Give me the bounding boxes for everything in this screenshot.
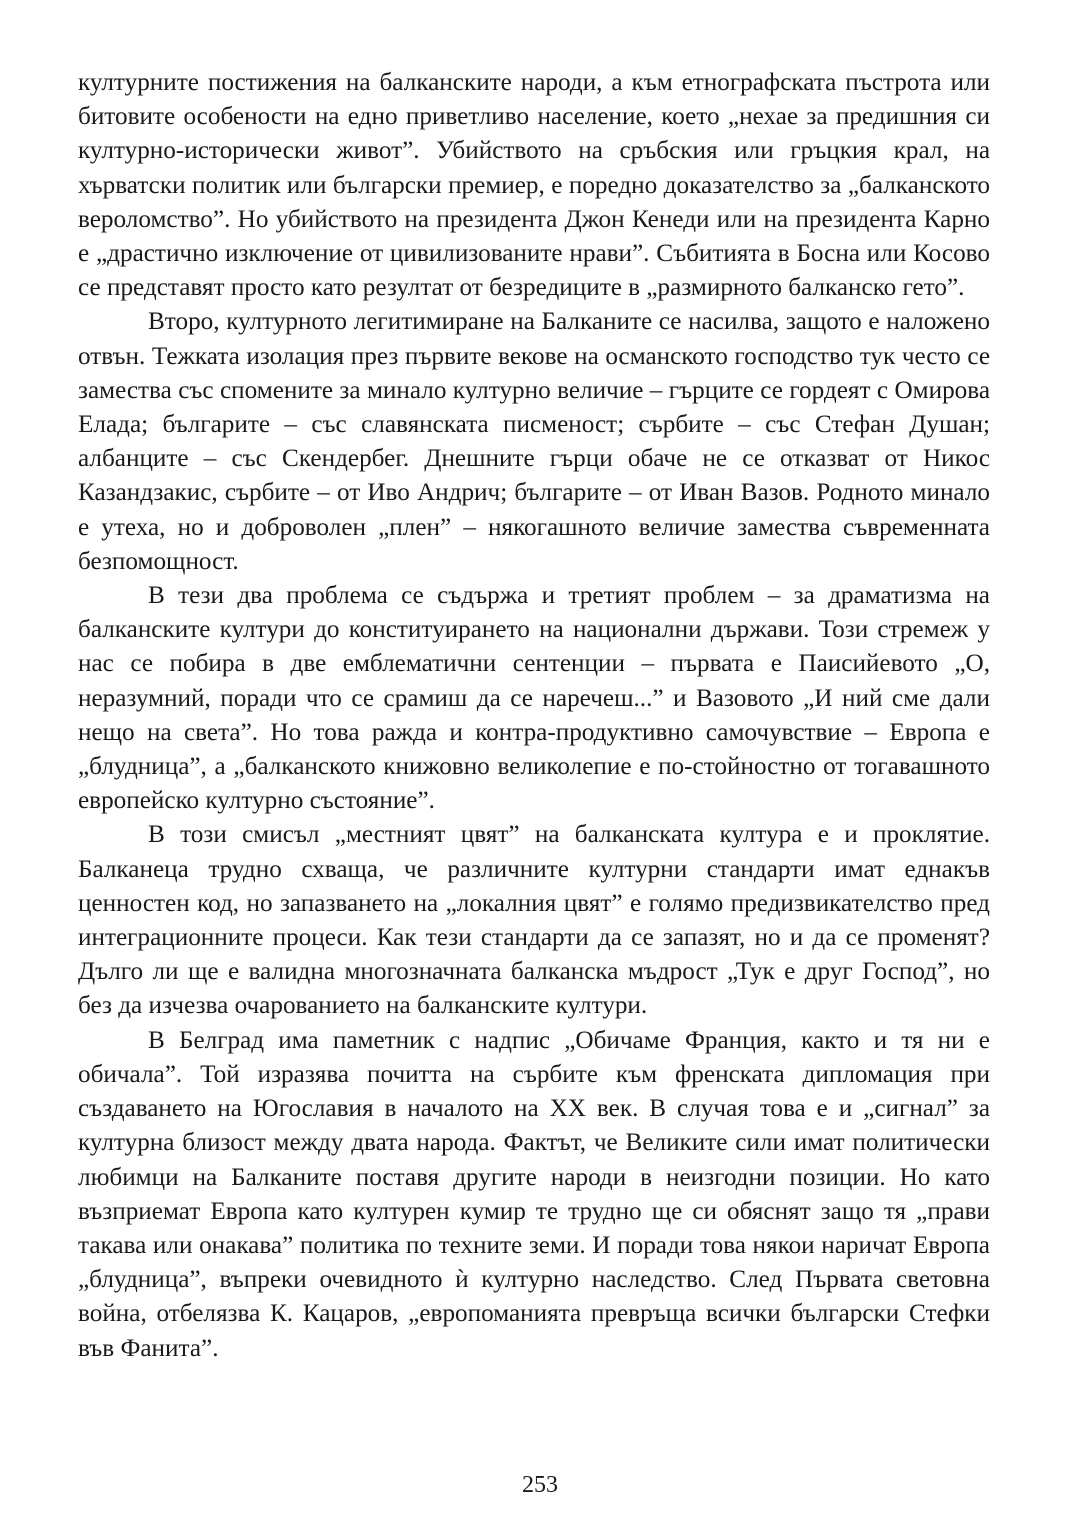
paragraph-1: културните постижения на балканските народи, а към етнографската пъстрота или битовите особености на едно приветливо население, което „нехае за предишния си културно-исторически живот”. Убийството на сръбския или гръцкия крал, на хърватски политик или български премиер, е поредно доказателство за „балканското вероломство”. Но убийството на президента Джон Кенеди или на президента Карно е „драстично изключение от цивилизованите нрави”. Събитията в Босна или Косово се представят просто като резултат от безредиците в „размирното балканско гето”. — [78, 69, 990, 302]
paragraph-2: Второ, културното легитимиране на Балканите се насилва, защото е наложено отвън. Тежката изолация през първите векове на османското господство тук често се замества със спомените за минало културно величие – гърците се гордеят с Омирова Елада; българите – със славянската писменост; сърбите – със Стефан Душан; албанците – със Скендербег. Днешните гърци обаче не се отказват от Никос Казандзакис, сърбите – от Иво Андрич; българите – от Иван Вазов. Родното минало е утеха, но и доброволен „плен” – някогашното величие замества съвременната безпомощност. — [78, 308, 990, 575]
paragraph-5: В Белград има паметник с надпис „Обичаме Франция, както и тя ни е обичала”. Той изразява почитта на сърбите към френската дипломация при създаването на Югославия в началото на XX век. В случая това е и „сигнал” за културна близост между двата народа. Фактът, че Великите сили имат политически любимци на Балканите поставя другите народи в неизгодни позиции. Но като възприемат Европа като културен кумир те трудно ще си обяснят защо тя „прави такава или онакава” политика по техните земи. И поради това някои наричат Европа „блудница”, въпреки очевидното ѝ културно наследство. След Първата световна война, отбелязва К. Кацаров, „европоманията превръща всички български Стефки във Фанита”. — [78, 1026, 990, 1362]
page-number: 253 — [522, 1472, 558, 1498]
paragraph-3: В тези два проблема се съдържа и третият проблем – за драматизма на балканските култури до конституирането на национални държави. Този стремеж у нас се побира в две емблематични сентенции – първата е Паисийевото „О, неразумний, поради что се срамиш да се наречеш...” и Вазовото „И ний сме дали нещо на света”. Но това ражда и контра-продуктивно самочувствие – Европа е „блудница”, а „балканското книжовно великолепие е по-стойностно от тогавашното европейско културно състояние”. — [78, 582, 990, 815]
paragraph-4: В този смисъл „местният цвят” на балканската култура е и проклятие. Балканеца трудно схваща, че различните културни стандарти имат еднакъв ценностен код, но запазването на „локалния цвят” е голямо предизвикателство пред интеграционните процеси. Как тези стандарти да се запазят, но и да се променят? Дълго ли ще е валидна многозначната балканска мъдрост „Тук е друг Господ”, но без да изчезва очарованието на балканските култури. — [78, 821, 990, 1020]
page-text-body — [78, 66, 990, 1366]
